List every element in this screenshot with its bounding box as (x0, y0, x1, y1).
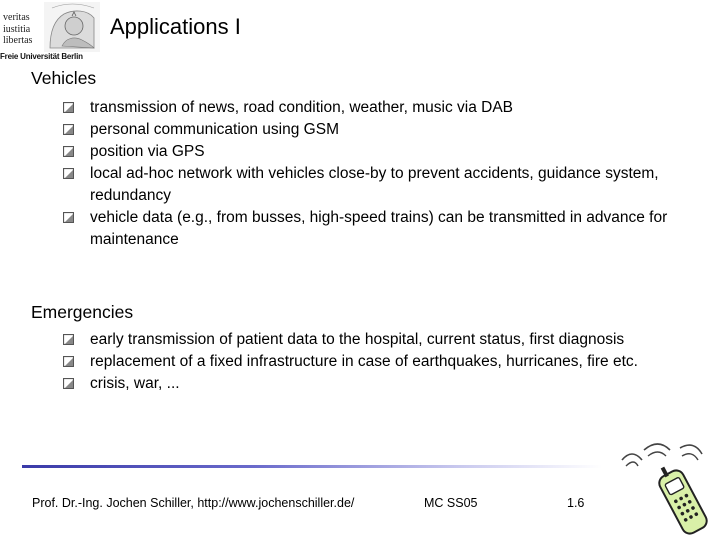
checkbox-square-icon (63, 102, 74, 113)
logo-university-name: Freie Universität Berlin (0, 52, 83, 61)
footer-page-number: 1.6 (567, 496, 585, 510)
list-item-text: local ad-hoc network with vehicles close-by to prevent accidents, guidance system, redundancy (90, 165, 659, 204)
list-item-text: transmission of news, road condition, weather, music via DAB (90, 99, 513, 116)
section-heading-vehicles: Vehicles (31, 68, 97, 88)
list-item (63, 97, 690, 119)
list-item (63, 119, 690, 141)
list-item-text: early transmission of patient data to the hospital, current status, first diagnosis (90, 331, 625, 348)
list-item-text: personal communication using GSM (90, 121, 339, 138)
footer-author: Prof. Dr.-Ing. Jochen Schiller, http://www.jochenschiller.de/ (32, 496, 355, 510)
checkbox-square-icon (63, 124, 74, 135)
slide-title: Applications I (110, 14, 241, 39)
university-logo (0, 0, 106, 64)
list-item (63, 329, 690, 351)
cellphone-icon (608, 440, 718, 538)
checkbox-square-icon (63, 334, 74, 345)
logo-motto-line: iustitia (3, 23, 31, 35)
footer-divider (22, 465, 602, 468)
emergencies-list (63, 329, 690, 395)
checkbox-square-icon (63, 212, 74, 223)
logo-motto-line: libertas (3, 35, 33, 46)
section-heading-emergencies: Emergencies (31, 302, 134, 322)
list-item (63, 373, 690, 395)
list-item-text: crisis, war, ... (90, 375, 180, 392)
list-item (63, 207, 690, 251)
checkbox-square-icon (63, 356, 74, 367)
logo-motto (3, 12, 32, 47)
list-item-text: position via GPS (90, 143, 205, 160)
checkbox-square-icon (63, 168, 74, 179)
list-item (63, 163, 690, 207)
list-item (63, 141, 690, 163)
list-item-text: replacement of a fixed infrastructure in case of earthquakes, hurricanes, fire etc. (90, 353, 638, 370)
list-item-text: vehicle data (e.g., from busses, high-speed trains) can be transmitted in advance for maintenance (90, 209, 668, 248)
checkbox-square-icon (63, 378, 74, 389)
list-item (63, 351, 690, 373)
vehicles-list (63, 97, 690, 251)
footer-course: MC SS05 (424, 496, 478, 510)
seal-icon (44, 2, 100, 52)
logo-motto-line: veritas (3, 12, 30, 23)
checkbox-square-icon (63, 146, 74, 157)
